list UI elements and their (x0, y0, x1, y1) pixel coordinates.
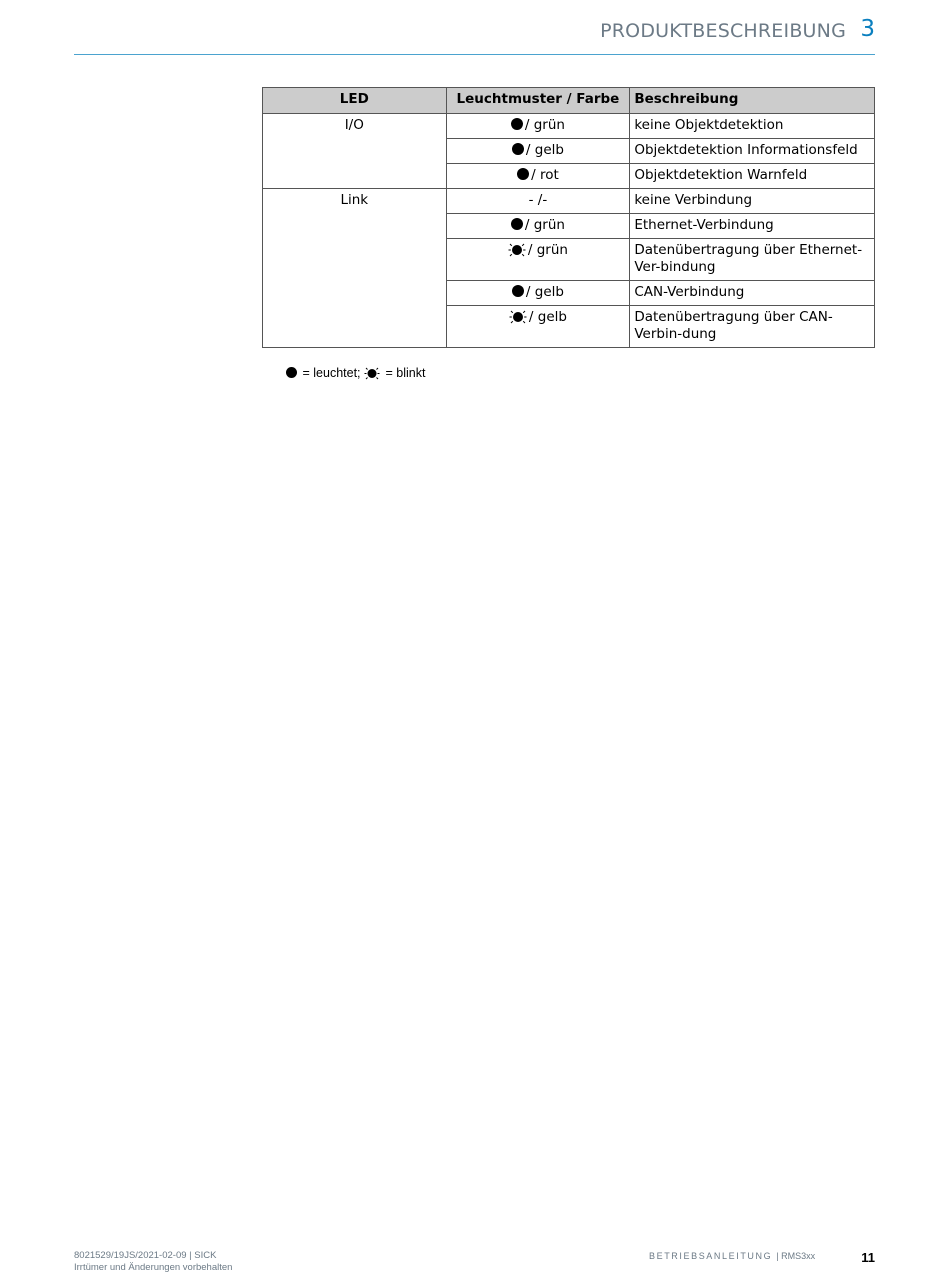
pattern-cell (446, 306, 630, 348)
led-blink-icon (508, 243, 526, 257)
pattern-cell (446, 114, 630, 139)
led-blink-icon (509, 310, 527, 324)
table-body (263, 114, 875, 348)
description-cell: Ethernet-Verbindung (630, 214, 875, 239)
table-row (263, 114, 875, 139)
footer-doc-id: 8021529/19JS/2021-02-09 | SICK (74, 1250, 217, 1261)
led-name-cell: I/O (263, 114, 447, 189)
led-status-table (262, 87, 875, 348)
footer-product: | RMS3xx (776, 1251, 816, 1261)
led-on-icon (286, 367, 297, 378)
pattern-color-label: / gelb (528, 309, 567, 325)
description-cell: Datenübertragung über Ethernet-Ver-bindung (630, 239, 875, 281)
footer-manual-type (649, 1251, 815, 1261)
column-header-pattern: Leuchtmuster / Farbe (446, 88, 630, 114)
pattern-color-label: / gelb (525, 142, 564, 158)
pattern-cell (446, 239, 630, 281)
page-number: 11 (861, 1250, 875, 1265)
pattern-color-label: / grün (524, 217, 565, 233)
led-name-cell: Link (263, 189, 447, 348)
chapter-number: 3 (860, 16, 875, 42)
legend-on-label: = leuchtet; (302, 366, 361, 380)
footer-disclaimer: Irrtümer und Änderungen vorbehalten (74, 1262, 233, 1273)
led-on-icon (512, 143, 524, 155)
column-header-led: LED (263, 88, 447, 114)
led-on-icon (517, 168, 529, 180)
pattern-cell (446, 139, 630, 164)
pattern-color-label: / gelb (525, 284, 564, 300)
led-on-icon (512, 285, 524, 297)
pattern-color-label: - /- (528, 192, 548, 208)
footer-doc-type: BETRIEBSANLEITUNG (649, 1251, 773, 1261)
chapter-title: PRODUKTBESCHREIBUNG (600, 20, 846, 42)
led-blink-icon (364, 367, 380, 380)
table-header-row (263, 88, 875, 114)
description-cell: CAN-Verbindung (630, 281, 875, 306)
pattern-color-label: / grün (527, 242, 568, 258)
footer-doc-info (74, 1250, 232, 1274)
pattern-color-label: / rot (531, 167, 559, 183)
legend-blink-label: = blinkt (385, 366, 426, 380)
description-cell: Objektdetektion Warnfeld (630, 164, 875, 189)
pattern-cell (446, 164, 630, 189)
table-row (263, 189, 875, 214)
led-on-icon (511, 218, 523, 230)
page-header (74, 16, 875, 55)
symbol-legend (286, 366, 425, 380)
pattern-cell (446, 281, 630, 306)
pattern-cell (446, 189, 630, 214)
pattern-color-label: / grün (524, 117, 565, 133)
led-on-icon (511, 118, 523, 130)
column-header-description: Beschreibung (630, 88, 875, 114)
pattern-cell (446, 214, 630, 239)
description-cell: keine Objektdetektion (630, 114, 875, 139)
description-cell: keine Verbindung (630, 189, 875, 214)
description-cell: Objektdetektion Informationsfeld (630, 139, 875, 164)
description-cell: Datenübertragung über CAN-Verbin-dung (630, 306, 875, 348)
